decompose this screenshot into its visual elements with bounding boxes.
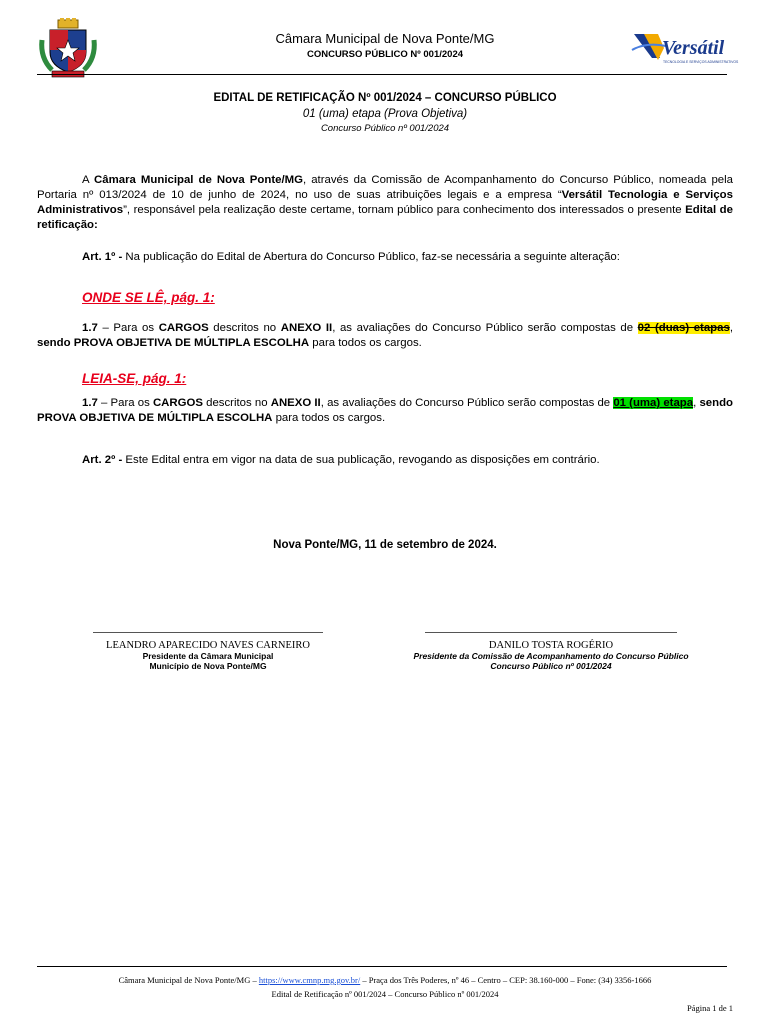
- signer-role: Presidente da Comissão de Acompanhamento do Concurso Público: [413, 651, 689, 661]
- article-1: Art. 1º - Na publicação do Edital de Abertura do Concurso Público, faz-se necessária a seguinte alteração:: [82, 251, 620, 263]
- document-reference: Concurso Público nº 001/2024: [320, 123, 450, 134]
- signer-name: LEANDRO APARECIDO NAVES CARNEIRO: [106, 640, 310, 651]
- footer-website-link[interactable]: https://www.cmnp.mg.gov.br/: [258, 975, 361, 985]
- page-number: Página 1 de 1: [686, 1003, 733, 1013]
- onde-se-le-heading: ONDE SE LÊ, pág. 1:: [82, 290, 215, 305]
- intro-paragraph: A Câmara Municipal de Nova Ponte/MG, através da Comissão de Acompanhamento do Concurso Público, nomeada pela Portaria nº 013/2024 de 10 de junho de 2024, no uso de suas atribuições legais e a empresa “Versátil Tecnologia e Serviços Administrativos”, responsável pela realização deste certame, tornam público para conhecimento dos interessados o presente Edital de retificação:: [37, 174, 733, 231]
- footer-document-reference: Edital de Retificação nº 001/2024 – Concurso Público nº 001/2024: [271, 989, 499, 999]
- signer-role: Município de Nova Ponte/MG: [149, 661, 267, 671]
- header-title: Câmara Municipal de Nova Ponte/MG: [275, 31, 495, 46]
- header-divider: [37, 74, 727, 75]
- logo-tagline: TECNOLOGIA E SERVIÇOS ADMINISTRATIVOS: [663, 60, 739, 64]
- logo-text: Versátil: [662, 37, 725, 59]
- new-value-highlight: 01 (uma) etapa: [613, 397, 694, 409]
- signature-line-right: [425, 632, 677, 633]
- place-date: Nova Ponte/MG, 11 de setembro de 2024.: [273, 539, 497, 551]
- signer-role: Presidente da Câmara Municipal: [142, 651, 274, 661]
- leia-se-heading: LEIA-SE, pág. 1:: [82, 371, 187, 386]
- old-value-highlight: 02 (duas) etapas: [637, 322, 730, 334]
- document-title: EDITAL DE RETIFICAÇÃO Nº 001/2024 – CONCURSO PÚBLICO: [213, 92, 557, 104]
- onde-se-le-text: 1.7 – Para os CARGOS descritos no ANEXO II, as avaliações do Concurso Público serão compostas de 02 (duas) etapas, sendo PROVA OBJETIVA DE MÚLTIPLA ESCOLHA para todos os cargos.: [37, 322, 733, 349]
- footer-divider: [37, 966, 727, 967]
- signature-right: [380, 640, 722, 671]
- versatil-logo: [630, 28, 739, 68]
- document-subtitle: 01 (uma) etapa (Prova Objetiva): [302, 108, 468, 120]
- article-2: Art. 2º - Este Edital entra em vigor na data de sua publicação, revogando as disposições em contrário.: [82, 454, 600, 466]
- signature-left: [58, 640, 358, 671]
- header-subtitle: CONCURSO PÚBLICO Nº 001/2024: [306, 49, 464, 60]
- leia-se-text: 1.7 – Para os CARGOS descritos no ANEXO II, as avaliações do Concurso Público serão compostas de 01 (uma) etapa, sendo PROVA OBJETIVA DE MÚLTIPLA ESCOLHA para todos os cargos.: [37, 397, 733, 424]
- footer-address: Câmara Municipal de Nova Ponte/MG – https://www.cmnp.mg.gov.br/ – Praça dos Três Poderes, nº 46 – Centro – CEP: 38.160-000 – Fone: (34) 3356-1666: [118, 975, 652, 985]
- signature-line-left: [93, 632, 323, 633]
- signer-name: DANILO TOSTA ROGÉRIO: [488, 640, 614, 651]
- signer-role: Concurso Público nº 001/2024: [490, 661, 612, 671]
